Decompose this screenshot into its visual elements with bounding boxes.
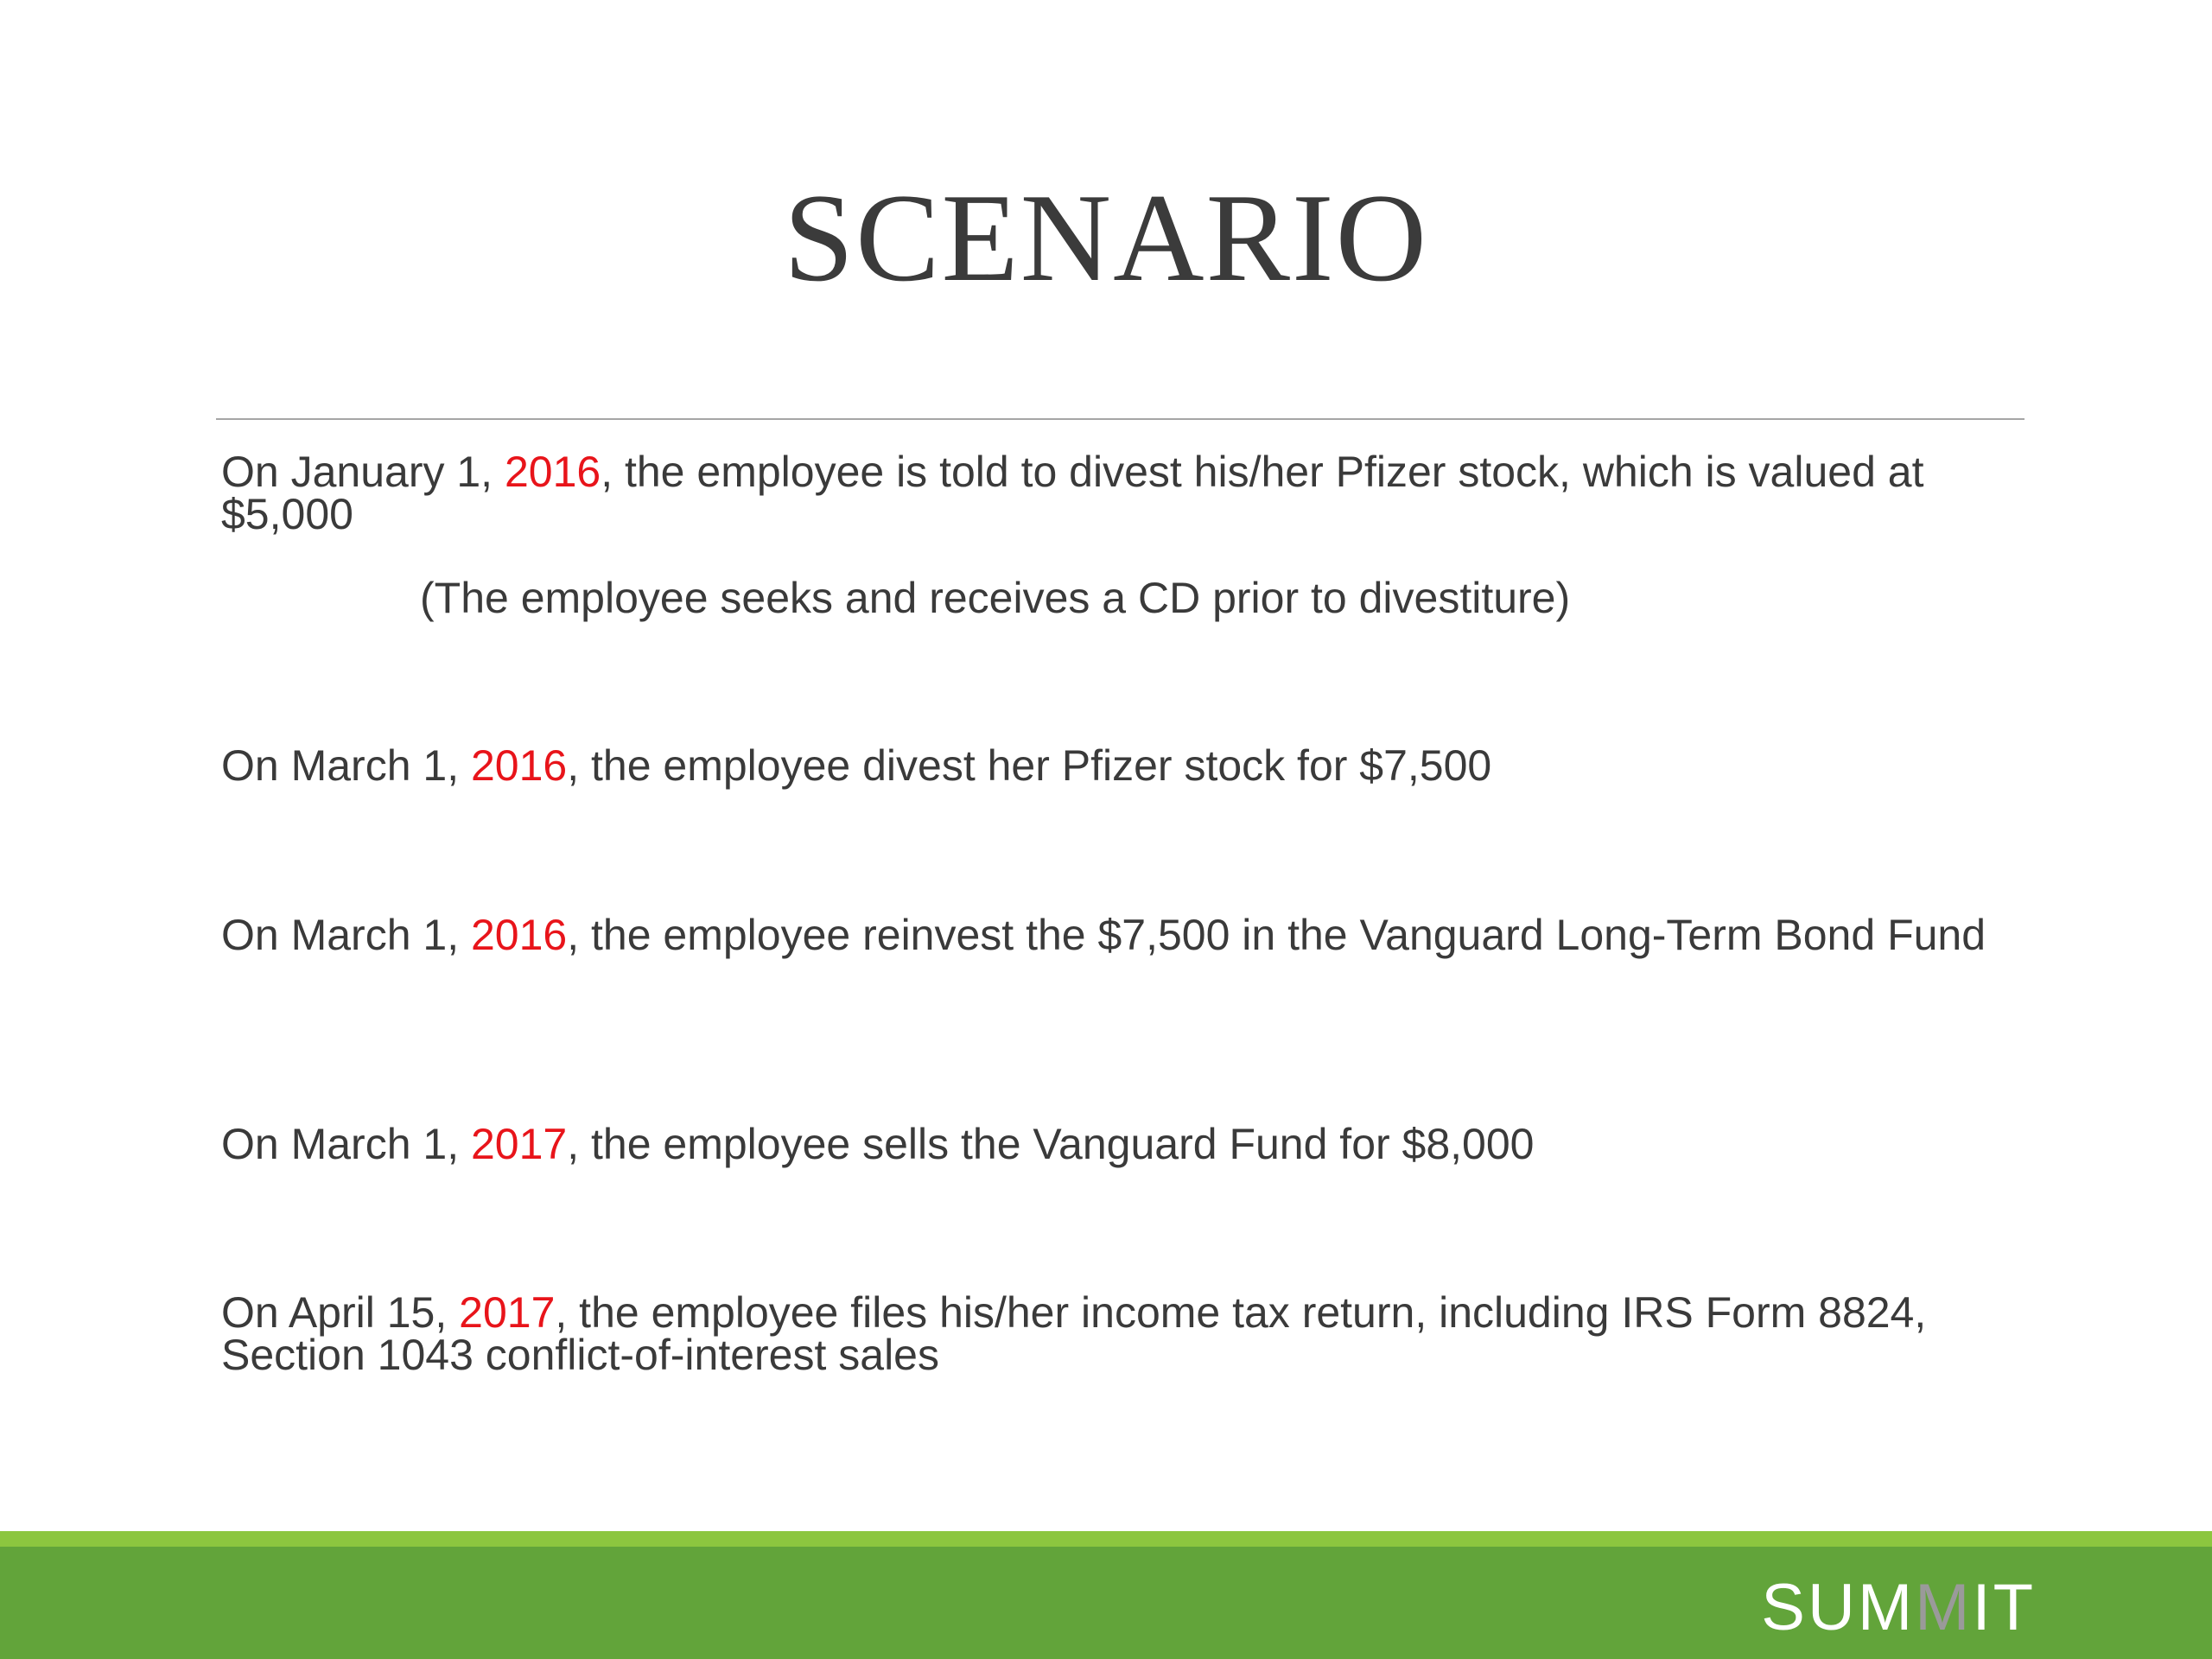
item-2-text: , the employee divest her Pfizer stock for $7,500 bbox=[567, 741, 1492, 790]
scenario-item-4 bbox=[221, 1120, 2027, 1168]
item-5-text: , the employee files his/her income tax return, including IRS Form 8824, Section 1043 conflict-of-interest sales bbox=[221, 1288, 1927, 1379]
item-2-year: 2016 bbox=[471, 741, 568, 790]
scenario-item-2 bbox=[221, 741, 2027, 790]
logo-text-start: SUM bbox=[1761, 1571, 1916, 1644]
item-5-year: 2017 bbox=[459, 1288, 556, 1337]
item-1-text: , the employee is told to divest his/her Pfizer stock, which is valued at $5,000 bbox=[221, 448, 1924, 538]
item-3-lead: On March 1, bbox=[221, 911, 471, 959]
slide-title: SCENARIO bbox=[783, 168, 1429, 308]
item-4-year: 2017 bbox=[471, 1120, 568, 1168]
item-3-year: 2016 bbox=[471, 911, 568, 959]
item-1-year: 2016 bbox=[504, 448, 601, 496]
item-2-lead: On March 1, bbox=[221, 741, 471, 790]
title-divider bbox=[216, 418, 2024, 420]
item-4-lead: On March 1, bbox=[221, 1120, 471, 1168]
item-1-lead: On January 1, bbox=[221, 448, 505, 496]
item-5-lead: On April 15, bbox=[221, 1288, 460, 1337]
footer-accent-stripe bbox=[0, 1531, 2212, 1547]
scenario-item-5 bbox=[221, 1288, 2027, 1379]
scenario-item-1 bbox=[221, 448, 2027, 538]
summit-logo bbox=[1761, 1569, 2036, 1647]
scenario-item-3 bbox=[221, 911, 2027, 959]
logo-text-highlight: M bbox=[1915, 1571, 1973, 1644]
item-4-text: , the employee sells the Vanguard Fund for $8,000 bbox=[567, 1120, 1535, 1168]
logo-text-end: IT bbox=[1972, 1571, 2036, 1644]
scenario-note: (The employee seeks and receives a CD prior to divestiture) bbox=[420, 574, 1571, 622]
item-3-text: , the employee reinvest the $7,500 in the Vanguard Long-Term Bond Fund bbox=[567, 911, 1986, 959]
